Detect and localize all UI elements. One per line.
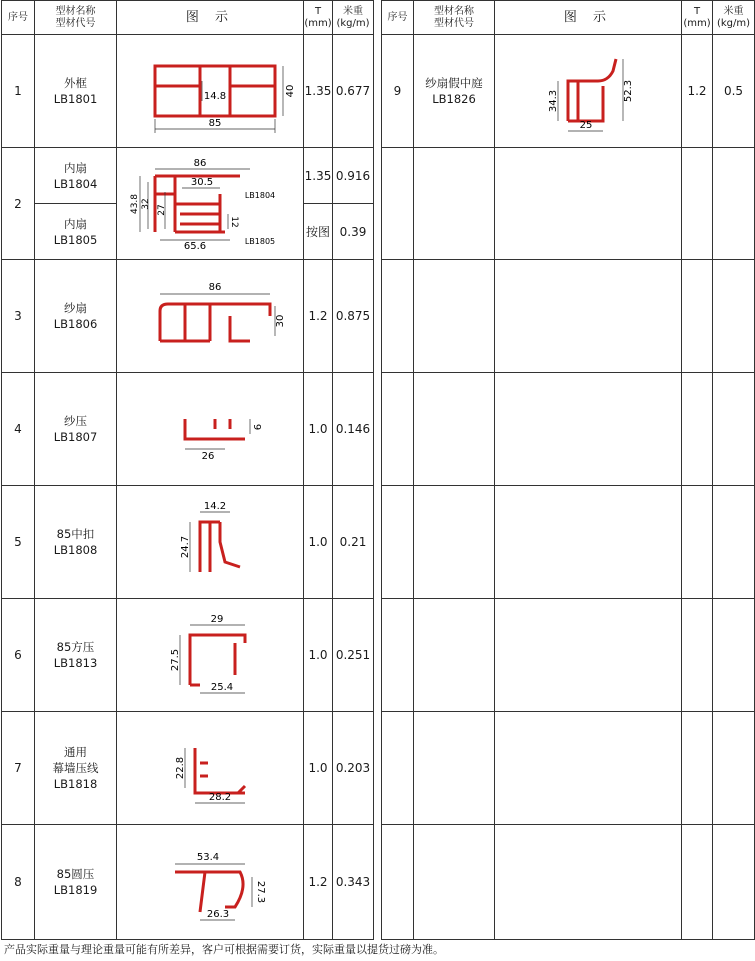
profile-lb1801-drawing <box>120 41 300 141</box>
row-seq: 5 <box>2 486 35 599</box>
row-weight: 0.916 <box>333 148 374 204</box>
row-weight: 0.21 <box>333 486 374 599</box>
row-weight: 0.146 <box>333 373 374 486</box>
dim-label: 27 <box>157 203 167 216</box>
row-weight: 0.39 <box>333 204 374 260</box>
dim-label: 28.2 <box>208 792 232 803</box>
dim-label: 9 <box>251 423 262 431</box>
dim-label: 43.8 <box>130 193 140 214</box>
row-weight: 0.343 <box>333 825 374 940</box>
row-thickness: 1.2 <box>304 260 333 373</box>
table-row-empty <box>382 486 755 599</box>
row-seq: 7 <box>2 712 35 825</box>
table-row-empty <box>382 260 755 373</box>
dim-label: 25 <box>579 120 593 131</box>
dim-label: 34.3 <box>548 89 559 113</box>
row-thickness: 按图 <box>304 204 333 260</box>
profile-diagram <box>117 712 304 825</box>
table-row <box>2 825 374 940</box>
row-weight: 0.203 <box>333 712 374 825</box>
profile-diagram <box>117 148 304 260</box>
dim-label: 65.6 <box>183 240 207 252</box>
row-weight: 0.875 <box>333 260 374 373</box>
profile-table-left <box>1 0 374 940</box>
profile-lb1804-lb1805-drawing <box>120 154 300 254</box>
row-thickness: 1.0 <box>304 373 333 486</box>
row-name: 85圆压 LB1819 <box>35 825 117 940</box>
header-name: 型材名称 型材代号 <box>414 1 495 35</box>
dim-label: 27.5 <box>170 648 181 672</box>
row-weight: 0.677 <box>333 35 374 148</box>
row-name: 纱扇 LB1806 <box>35 260 117 373</box>
row-name: 85方压 LB1813 <box>35 599 117 712</box>
header-weight: 米重 (kg/m) <box>713 1 755 35</box>
header-diagram: 图 示 <box>117 1 304 35</box>
row-seq: 2 <box>2 148 35 260</box>
row-name: 通用 幕墙压线 LB1818 <box>35 712 117 825</box>
row-thickness: 1.35 <box>304 35 333 148</box>
table-row <box>2 260 374 373</box>
dim-label: 26 <box>201 451 215 462</box>
profile-lb1806-drawing <box>120 266 300 366</box>
header-seq: 序号 <box>2 1 35 35</box>
profile-diagram <box>117 35 304 148</box>
row-name: 85中扣 LB1808 <box>35 486 117 599</box>
dim-label: 86 <box>193 157 207 169</box>
dim-label: 12 <box>229 215 239 228</box>
dim-label: 53.4 <box>196 852 220 863</box>
profile-lb1818-drawing <box>120 718 300 818</box>
row-name: 外框 LB1801 <box>35 35 117 148</box>
profile-diagram <box>117 373 304 486</box>
table-row <box>2 712 374 825</box>
dim-label: LB1805 <box>244 236 276 246</box>
row-seq: 6 <box>2 599 35 712</box>
header-name: 型材名称 型材代号 <box>35 1 117 35</box>
profile-lb1813-drawing <box>120 605 300 705</box>
profile-table-right <box>381 0 755 940</box>
dim-label: 85 <box>208 118 222 129</box>
table-row-empty <box>382 148 755 260</box>
header-thickness: T (mm) <box>682 1 713 35</box>
header-seq: 序号 <box>382 1 414 35</box>
row-seq: 1 <box>2 35 35 148</box>
table-row <box>2 35 374 148</box>
profile-diagram <box>117 260 304 373</box>
profile-lb1826-drawing <box>498 41 678 141</box>
row-thickness: 1.0 <box>304 599 333 712</box>
table-row <box>382 35 755 148</box>
dim-label: 24.7 <box>180 535 191 559</box>
row-weight: 0.251 <box>333 599 374 712</box>
dim-label: LB1804 <box>244 190 276 200</box>
dim-label: 29 <box>210 614 224 625</box>
table-header-row <box>382 1 755 35</box>
header-weight: 米重 (kg/m) <box>333 1 374 35</box>
table-row-empty <box>382 712 755 825</box>
table-row-empty <box>382 825 755 940</box>
footer-note: 产品实际重量与理论重量可能有所差异，客户可根据需要订货，实际重量以提货过磅为准。 <box>4 943 444 956</box>
row-thickness: 1.2 <box>304 825 333 940</box>
row-seq: 9 <box>382 35 414 148</box>
row-thickness: 1.0 <box>304 712 333 825</box>
dim-label: 14.2 <box>203 501 227 512</box>
row-seq: 8 <box>2 825 35 940</box>
dim-label: 30.5 <box>190 176 214 188</box>
header-thickness: T (mm) <box>304 1 333 35</box>
dim-label: 32 <box>141 197 151 210</box>
row-name: 纱扇假中庭 LB1826 <box>414 35 495 148</box>
dim-label: 22.8 <box>175 756 186 780</box>
table-row-empty <box>382 373 755 486</box>
dim-label: 25.4 <box>210 682 234 693</box>
table-row <box>2 599 374 712</box>
profile-diagram <box>117 599 304 712</box>
profile-lb1808-drawing <box>120 492 300 592</box>
row-thickness: 1.0 <box>304 486 333 599</box>
dim-label: 30 <box>275 314 286 328</box>
row-weight: 0.5 <box>713 35 755 148</box>
row-seq: 4 <box>2 373 35 486</box>
profile-lb1819-drawing <box>120 832 300 932</box>
table-header-row <box>2 1 374 35</box>
table-row-empty <box>382 599 755 712</box>
header-diagram: 图 示 <box>495 1 682 35</box>
dim-label: 26.3 <box>206 909 230 920</box>
row-name: 内扇 LB1804 <box>35 148 117 204</box>
table-row <box>2 148 374 204</box>
row-name: 内扇 LB1805 <box>35 204 117 260</box>
profile-diagram <box>117 486 304 599</box>
profile-diagram <box>495 35 682 148</box>
dim-label: 40 <box>285 84 296 98</box>
dim-label: 14.8 <box>203 91 227 102</box>
dim-label: 27.3 <box>255 880 266 904</box>
row-seq: 3 <box>2 260 35 373</box>
row-thickness: 1.35 <box>304 148 333 204</box>
dim-label: 52.3 <box>623 79 634 103</box>
profile-lb1807-drawing <box>120 379 300 479</box>
row-thickness: 1.2 <box>682 35 713 148</box>
table-row <box>2 373 374 486</box>
dim-label: 86 <box>208 282 222 293</box>
table-row <box>2 486 374 599</box>
row-name: 纱压 LB1807 <box>35 373 117 486</box>
profile-diagram <box>117 825 304 940</box>
